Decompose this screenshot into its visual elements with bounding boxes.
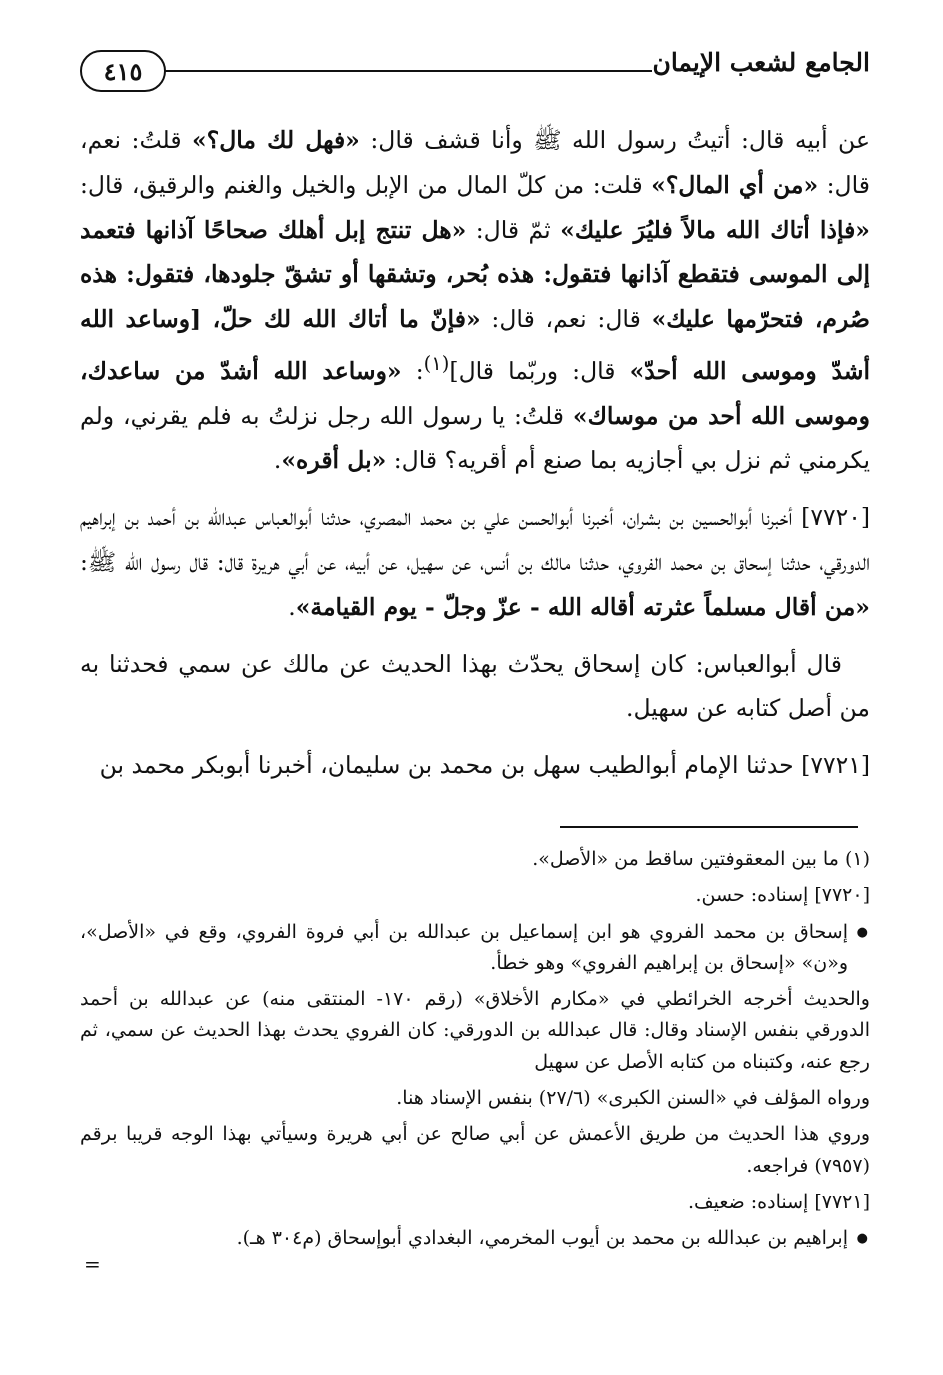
text-run: قلتُ: يا رسول الله رجل نزلتُ به فلم يقرني، ولم يكرمني ثم نزل بي أجازيه بما صنع أم أقريه؟ قال:: [80, 401, 870, 475]
page-header: [80, 44, 870, 104]
text-run: قلت: من كلّ المال من الإبل والخيل والغنم والرقيق، قال:: [80, 170, 652, 199]
footnote: (١) ما بين المعقوفتين ساقط من «الأصل».: [532, 848, 870, 870]
prophetic-speech: «هل تنتج إبل أهلك صحاحًا آذانها فتعمد إلى الموسى فتقطع آذانها فتقول: هذه بُحر، وتشقها أو تشقّ جلودها، فتقول: هذه صُرم، فتحرّمها عليك»: [80, 215, 870, 334]
footnote: ورواه المؤلف في «السنن الكبرى» (٢٧/٦) بنفس الإسناد هنا.: [396, 1087, 870, 1110]
text-run: .: [288, 592, 296, 621]
footnote-bullet: ● إبراهيم بن عبدالله بن محمد بن أيوب المخرمي، البغدادي أبوإسحاق (م٣٠٤ هـ).: [80, 1223, 870, 1254]
prophetic-speech: «فإذا أتاك الله مالاً فليُرَ عليك»: [560, 215, 870, 244]
text-run: .: [273, 446, 282, 475]
prophetic-speech: «من أي المال؟»: [651, 170, 819, 199]
footnote: والحديث أخرجه الخرائطي في «مكارم الأخلاق» (رقم ١٧٠- المنتقى منه) عن عبدالله بن أحمد الدورقي بنفس الإسناد وقال: قال عبدالله بن الدورقي: كان الفروي يحدث بهذا الحديث عن سمي، ثم رجع عنه، وكتبناه من كتابه الأصل عن سهيل: [80, 988, 870, 1073]
hadith-7721: [٧٧٢١] حدثنا الإمام أبوالطيب سهل بن محمد بن سليمان، أخبرنا أبوبكر محمد بن: [99, 751, 870, 780]
text-run: [٧٧٢٠] أخبرنا أبوالحسين بن بشران، أخبرنا أبوالحسن علي بن محمد المصري، حدثنا أبوالعباس عبدالله بن أحمد بن إبراهيم الدورقي، حدثنا إسحاق بن محمد الفروي، حدثنا مالك بن أنس، عن سهيل، عن أبيه، عن أبي هريرة قال: قال رسول الله ﷺ:: [80, 503, 870, 576]
text-run: قلتُ: نعم، قال:: [80, 126, 870, 199]
isnad-grade: [٧٧٢١] إسناده: ضعيف.: [687, 1190, 870, 1213]
text-run: قال: وربّما قال]: [449, 356, 630, 385]
prophetic-speech: «من أقال مسلماً عثرته أقاله الله - عزّ وجلّ - يوم القيامة»: [295, 592, 870, 621]
prophetic-speech: «بل أقره»: [281, 446, 387, 475]
text-run: قال: نعم، قال:: [480, 305, 652, 334]
text-run: :: [401, 356, 424, 385]
hadith-7720: [80, 495, 870, 629]
header-rule: [164, 70, 652, 72]
page-number: ٤١٥: [80, 50, 166, 92]
text-run: ثمّ قال:: [466, 215, 561, 244]
prophetic-speech: «فهل لك مال؟»: [192, 126, 360, 154]
narrator-comment: قال أبوالعباس: كان إسحاق يحدّث بهذا الحديث عن مالك عن سمي فحدثنا به من أصل كتابه عن سهيل.: [80, 649, 870, 723]
prophetic-speech: «وساعد الله أشدّ من ساعدك، وموسى الله أحد من موساك»: [80, 356, 870, 430]
footnotes: [80, 844, 870, 1260]
footnote-bullet: ● إسحاق بن محمد الفروي هو ابن إسماعيل بن عبدالله بن أبي فروة الفروي، وقع في «الأصل»، و«ن» «إسحاق بن إبراهيم الفروي» وهو خطأ.: [80, 917, 870, 980]
footnote-marker: (١): [423, 351, 450, 375]
continuation-mark: =: [84, 1252, 101, 1276]
footnote-separator: [560, 826, 858, 828]
hadith-paragraph: [80, 118, 870, 483]
prophetic-speech: «فإنّ ما أتاك الله لك حلّ، [وساعد الله أشدّ وموسى الله أحدّ»: [80, 305, 870, 385]
text-run: عن أبيه قال: أتيتُ رسول الله ﷺ وأنا قشف قال:: [359, 126, 870, 154]
main-text: [80, 118, 870, 800]
footnote: وروي هذا الحديث من طريق الأعمش عن أبي صالح عن أبي هريرة وسيأتي بهذا الوجه قريبا برقم (٧٩٥٧) فراجعه.: [80, 1123, 870, 1177]
book-title: الجامع لشعب الإيمان: [652, 48, 870, 77]
isnad-grade: [٧٧٢٠] إسناده: حسن.: [695, 884, 870, 907]
